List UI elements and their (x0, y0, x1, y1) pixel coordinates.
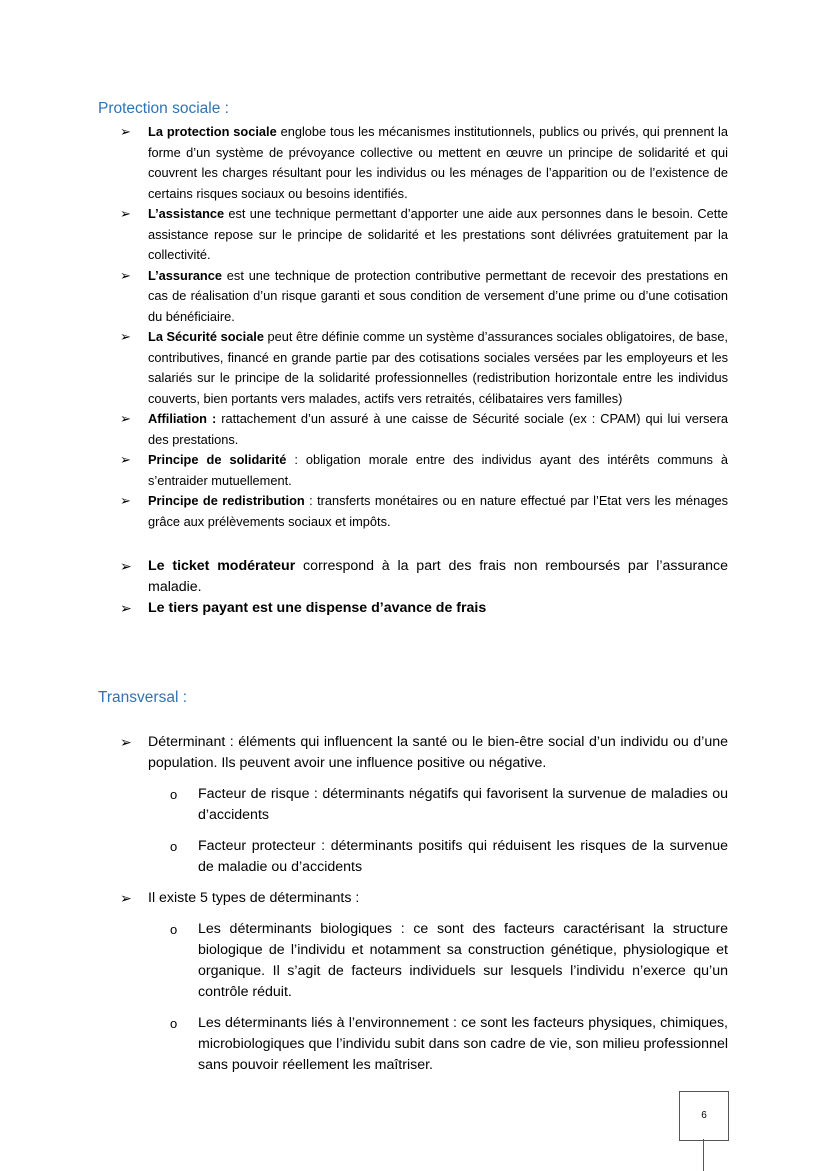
sub-item-text: Les déterminants liés à l’environnement : ce sont les facteurs physiques, chimiques, microbiologiques que l’individu subit dans son cadre de vie, son milieu professionnel sans pouvoir réellement les maîtriser. (198, 1015, 728, 1073)
circle-bullet-icon: o (170, 787, 178, 802)
sub-item-text: Facteur protecteur : déterminants positifs qui réduisent les risques de la survenue de maladie ou d’accidents (198, 838, 728, 875)
term: La Sécurité sociale (148, 329, 264, 344)
sub-list-item (170, 784, 728, 826)
definition: est une technique permettant d’apporter une aide aux personnes dans le besoin. Cette assistance repose sur le principe de solidarité et les prestations sont délivrées gratuitement par la collectivité. (148, 206, 728, 262)
arrow-bullet-icon: ➢ (120, 452, 131, 467)
term: Le tiers payant est une dispense d’avance de frais (148, 600, 487, 616)
term: L’assistance (148, 206, 225, 221)
definition: correspond à la part des frais non remboursés par l’assurance maladie. (148, 558, 728, 595)
list-item (0, 598, 728, 619)
item-text: Il existe 5 types de déterminants : (148, 890, 360, 906)
arrow-bullet-icon: ➢ (120, 124, 131, 139)
transversal-list (0, 732, 828, 1086)
page-number: 6 (701, 1110, 707, 1121)
list-item (0, 327, 728, 409)
sub-list (148, 919, 728, 1076)
term: Principe de redistribution (148, 493, 305, 508)
list-item (0, 450, 728, 491)
section-title-protection-sociale: Protection sociale : (98, 100, 229, 117)
list-item (0, 204, 728, 266)
list-item (0, 266, 728, 328)
definition: : transferts monétaires ou en nature effectué par l’Etat vers les ménages grâce aux prélèvements sociaux et impôts. (148, 493, 728, 529)
term: Principe de solidarité (148, 452, 287, 467)
definition: peut être définie comme un système d’assurances sociales obligatoires, de base, contributives, financé en grande partie par des cotisations sociales versées par les employeurs et les salariés sur le principe de la solidarité professionnelles (redistribution horizontale entre les individus couverts, bien portants vers malades, actifs vers retraités, célibataires vers familles) (148, 329, 728, 406)
arrow-bullet-icon: ➢ (120, 734, 132, 750)
term: L’assurance (148, 267, 222, 283)
item-text: Déterminant : éléments qui influencent la santé ou le bien-être social d’un individu ou d’une population. Ils peuvent avoir une influence positive ou négative. (148, 734, 728, 771)
circle-bullet-icon: o (170, 922, 178, 937)
sub-list-item (170, 1013, 728, 1076)
term: Affiliation : (148, 411, 217, 426)
sub-list (148, 784, 728, 878)
list-item (0, 122, 728, 204)
list-item (0, 888, 728, 1076)
definition: englobe tous les mécanismes institutionnels, publics ou privés, qui prennent la forme d’un système de prévoyance collective ou mettent en œuvre un principe de solidarité et qui couvrent les charges résultant pour les individus ou les ménages de l’apparition ou de l’existence de certains risques sociaux ou besoins identifiés. (148, 124, 728, 201)
sub-item-text: Facteur de risque : déterminants négatifs qui favorisent la survenue de maladies ou d’accidents (198, 786, 728, 823)
list-item (0, 491, 728, 532)
definition: est une technique de protection contributive permettant de recevoir des prestations en cas de réalisation d’un risque garanti et sous condition de versement d’une prime ou d’une cotisation du bénéficiaire. (148, 267, 728, 324)
arrow-bullet-icon: ➢ (120, 493, 131, 508)
circle-bullet-icon: o (170, 839, 178, 854)
page-number-box (679, 1091, 729, 1141)
list-item (0, 556, 728, 598)
list-item (0, 732, 728, 878)
arrow-bullet-icon: ➢ (120, 206, 131, 221)
circle-bullet-icon: o (170, 1016, 178, 1031)
arrow-bullet-icon: ➢ (120, 890, 132, 906)
term: Le ticket modérateur (148, 558, 296, 574)
protection-sociale-list (0, 122, 828, 532)
list-item (0, 409, 728, 450)
sub-list-item (170, 836, 728, 878)
arrow-bullet-icon: ➢ (120, 600, 132, 616)
arrow-bullet-icon: ➢ (120, 558, 132, 574)
sub-item-text: Les déterminants biologiques : ce sont des facteurs caractérisant la structure biologique de l’individu et notamment sa construction génétique, physiologique et organique. Il s’agit de facteurs individuels sur lesquels l’individu n’exerce qu’un contrôle réduit. (198, 921, 728, 1000)
footer-divider (703, 1139, 704, 1171)
definition: : obligation morale entre des individus ayant des intérêts communs à s’entraider mutuellement. (148, 452, 728, 488)
term: La protection sociale (148, 124, 277, 139)
arrow-bullet-icon: ➢ (120, 411, 131, 426)
arrow-bullet-icon: ➢ (120, 329, 131, 344)
sub-list-item (170, 919, 728, 1003)
section-title-transversal: Transversal : (98, 689, 188, 706)
arrow-bullet-icon: ➢ (120, 267, 131, 283)
definition: rattachement d’un assuré à une caisse de Sécurité sociale (ex : CPAM) qui lui versera des prestations. (148, 411, 728, 447)
protection-sociale-list-extra (0, 556, 828, 619)
